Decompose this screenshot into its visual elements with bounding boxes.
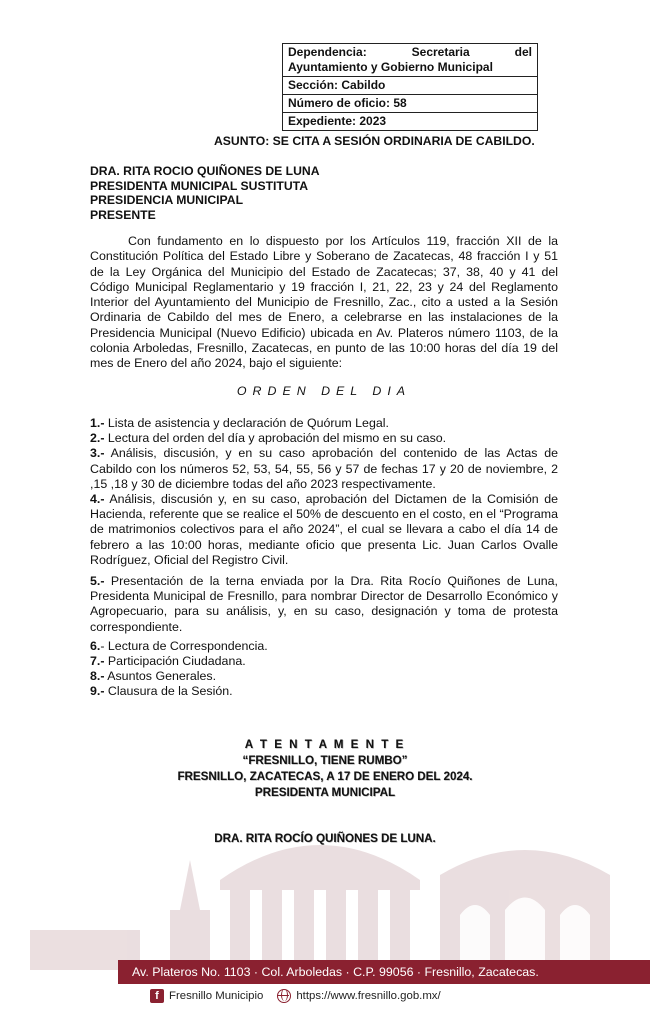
addressee-presente: PRESENTE [90, 207, 156, 222]
addressee-block [90, 164, 510, 222]
agenda-list [90, 416, 558, 700]
expediente-cell: Expediente: 2023 [283, 113, 538, 131]
seccion-cell: Sección: Cabildo [283, 77, 538, 95]
agenda-item: 8.- Asuntos Generales. [90, 669, 217, 684]
oficio-cell: Número de oficio: 58 [283, 95, 538, 113]
dependencia-word1: Secretaria [411, 45, 470, 59]
orden-del-dia-title: ORDEN DEL DIA [236, 384, 412, 398]
footer-address-bar: Av. Plateros No. 1103 · Col. Arboledas · C.P. 99056 · Fresnillo, Zacatecas. [118, 960, 650, 984]
website-link[interactable]: https://www.fresnillo.gob.mx/ [296, 990, 441, 1002]
building-watermark [0, 820, 650, 970]
agenda-item: 4.- Análisis, discusión y, en su caso, aprobación del Dictamen de la Comisión de Hacienda, referente que se realice el 50% de descuento en el costo, en el “Programa de matrimonios colectivos para el año 2024”, el cual se llevara a cabo el día 14 de febrero a las 10:00 horas, mediante oficio que presenta Lic. Juan Carlos Ovalle Rodríguez, Oficial del Registro Civil. [90, 492, 558, 567]
document-info-table [282, 43, 538, 131]
signer-name: DRA. RITA ROCÍO QUIÑONES DE LUNA. [214, 832, 436, 845]
lugar-fecha: FRESNILLO, ZACATECAS, A 17 DE ENERO DEL 2024. [177, 770, 473, 783]
agenda-item: 9.- Clausura de la Sesión. [90, 684, 233, 699]
signature-block [140, 737, 510, 801]
atentamente: A T E N T A M E N T E [244, 738, 406, 751]
globe-icon [277, 989, 291, 1003]
addressee-name: DRA. RITA ROCIO QUIÑONES DE LUNA [90, 164, 320, 178]
agenda-item: 7.- Participación Ciudadana. [90, 654, 246, 669]
cargo: PRESIDENTA MUNICIPAL [254, 786, 396, 799]
addressee-title: PRESIDENTA MUNICIPAL SUSTITUTA [90, 178, 309, 193]
agenda-item: 3.- Análisis, discusión, y en su caso aprobación del contenido de las Actas de Cabildo con los números 52, 53, 54, 55, 56 y 57 de fechas 17 y 20 de noviembre, 2 ,15 ,18 y 30 de diciembre todas del año 2023 respectivamente. [90, 446, 558, 491]
dependencia-label: Dependencia: [288, 45, 367, 59]
dependencia-line2: Ayuntamiento y Gobierno Municipal [288, 60, 493, 74]
agenda-item: 1.- Lista de asistencia y declaración de Quórum Legal. [90, 416, 389, 430]
agenda-item: 5.- Presentación de la terna enviada por la Dra. Rita Rocío Quiñones de Luna, Presidenta Municipal de Fresnillo, para nombrar Director de Desarrollo Económico y Agropecuario, para su análisis, y, en su caso, designación y toma de protesta correspondiente. [90, 574, 558, 634]
agenda-item: 2.- Lectura del orden del día y aprobación del mismo en su caso. [90, 431, 447, 446]
addressee-office: PRESIDENCIA MUNICIPAL [90, 193, 244, 207]
facebook-icon: f [150, 989, 164, 1003]
body-paragraph: Con fundamento en lo dispuesto por los Artículos 119, fracción XII de la Constitución Política del Estado Libre y Soberano de Zacatecas, 48 fracción I y 51 de la Ley Orgánica del Municipio del Estado de Zacatecas; 37, 38, 40 y 41 del Código Municipal Reglamentario y 19 fracción I, 21, 22, 23 y 24 del Reglamento Interior del Ayuntamiento del Municipio de Fresnillo, Zac., cito a usted a la Sesión Ordinaria de Cabildo del mes de Enero, a celebrarse en las instalaciones de la Presidencia Municipal (Nuevo Edificio) ubicada en Av. Plateros número 1103, de la colonia Arboledas, Fresnillo, Zacatecas, en punto de las 10:00 horas del día 19 del mes de Enero del año 2024, bajo el siguiente: [90, 234, 558, 371]
dependencia-word2: del [514, 45, 532, 59]
footer-links [150, 986, 441, 1006]
facebook-link[interactable]: Fresnillo Municipio [169, 990, 264, 1002]
lema: “FRESNILLO, TIENE RUMBO” [242, 754, 408, 767]
asunto-line: ASUNTO: SE CITA A SESIÓN ORDINARIA DE CABILDO. [214, 134, 535, 148]
dependencia-cell [283, 44, 538, 77]
agenda-item: 6.- Lectura de Correspondencia. [90, 638, 268, 653]
